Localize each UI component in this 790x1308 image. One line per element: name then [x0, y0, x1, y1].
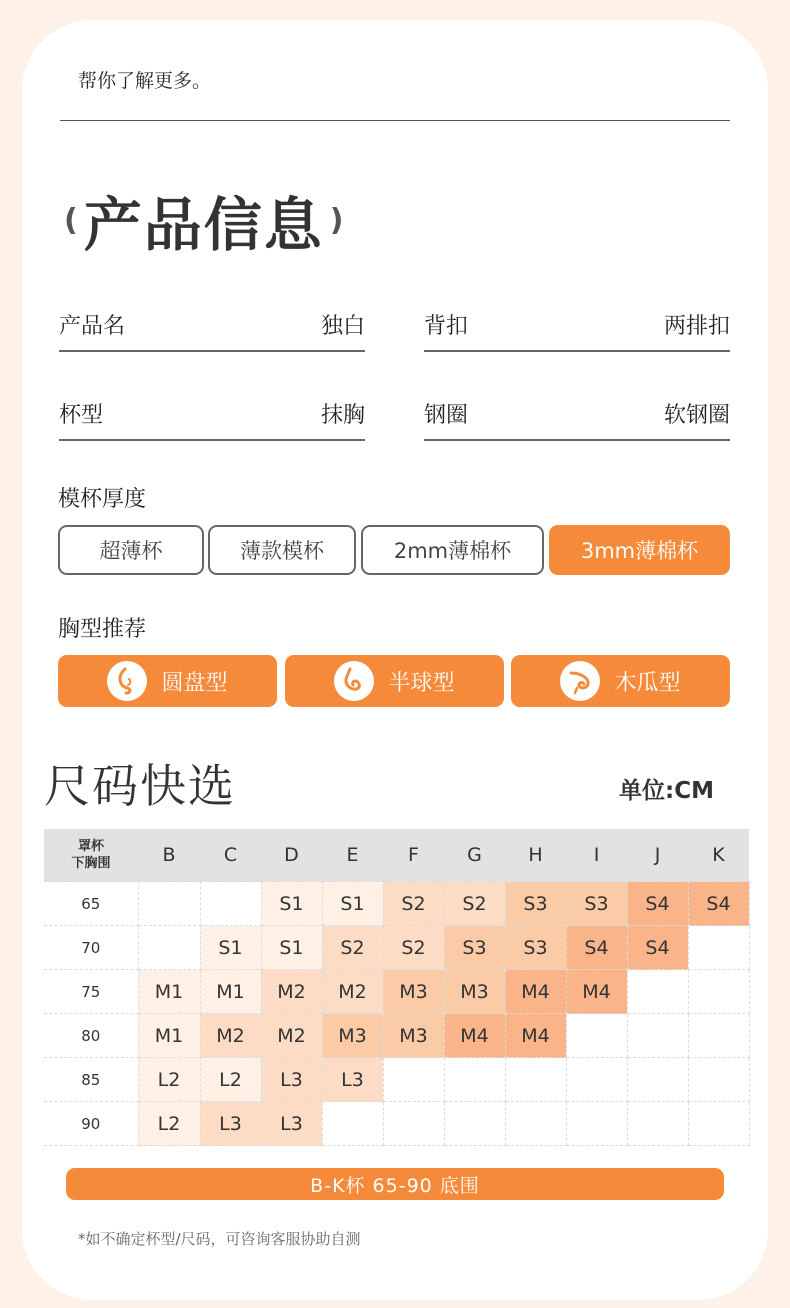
- size-cell: M2: [322, 970, 383, 1014]
- disc-shape-icon: [107, 661, 147, 701]
- size-range-bar: B-K杯 65-90 底围: [66, 1168, 724, 1200]
- size-cell: [688, 1102, 749, 1146]
- table-row: [44, 1014, 749, 1058]
- band-size-cell: 65: [44, 882, 138, 926]
- thickness-option-thin-mold[interactable]: 薄款模杯: [208, 525, 356, 575]
- column-header: J: [627, 829, 688, 882]
- size-cell: M1: [200, 970, 261, 1014]
- divider: [60, 120, 730, 121]
- size-cell: [566, 1058, 627, 1102]
- band-size-cell: 90: [44, 1102, 138, 1146]
- size-cell: L3: [261, 1102, 322, 1146]
- size-cell: S3: [444, 926, 505, 970]
- size-cell: S4: [627, 882, 688, 926]
- size-table: [44, 829, 750, 1146]
- size-cell: S4: [688, 882, 749, 926]
- table-row: [44, 926, 749, 970]
- size-cell: M3: [444, 970, 505, 1014]
- shape-label: 圆盘型: [161, 670, 228, 696]
- size-cell: L2: [138, 1102, 200, 1146]
- size-cell: M3: [383, 970, 444, 1014]
- band-size-cell: 85: [44, 1058, 138, 1102]
- size-cell: S2: [322, 926, 383, 970]
- size-cell: [505, 1058, 566, 1102]
- column-header: K: [688, 829, 749, 882]
- thickness-label: 模杯厚度: [58, 487, 147, 512]
- table-header-row: [44, 829, 749, 882]
- product-info-heading: 产品信息: [83, 191, 324, 259]
- breast-shape-label: 胸型推荐: [58, 617, 147, 642]
- corner-header: [44, 829, 138, 882]
- papaya-shape-icon: [560, 661, 600, 701]
- size-cell: [688, 1058, 749, 1102]
- size-cell: M1: [138, 1014, 200, 1058]
- size-cell: [383, 1102, 444, 1146]
- column-header: H: [505, 829, 566, 882]
- column-header: C: [200, 829, 261, 882]
- size-cell: [444, 1102, 505, 1146]
- field-cup-type: [59, 387, 365, 441]
- size-cell: S4: [566, 926, 627, 970]
- size-cell: S3: [566, 882, 627, 926]
- size-cell: L3: [261, 1058, 322, 1102]
- size-cell: [138, 882, 200, 926]
- size-cell: L2: [138, 1058, 200, 1102]
- field-label: 产品名: [59, 313, 126, 339]
- size-cell: [688, 970, 749, 1014]
- size-cell: [138, 926, 200, 970]
- size-cell: L3: [322, 1058, 383, 1102]
- field-value: 抹胸: [320, 402, 365, 428]
- size-cell: [444, 1058, 505, 1102]
- size-cell: [627, 1014, 688, 1058]
- field-back-closure: [424, 298, 730, 352]
- field-label: 钢圈: [424, 402, 469, 428]
- size-cell: L3: [200, 1102, 261, 1146]
- size-cell: S2: [383, 882, 444, 926]
- product-info-title: [58, 180, 349, 260]
- title-bracket-left: (: [64, 202, 78, 238]
- unit-label: 单位:CM: [619, 778, 714, 804]
- size-cell: [566, 1102, 627, 1146]
- size-cell: [627, 970, 688, 1014]
- size-cell: M3: [322, 1014, 383, 1058]
- band-size-cell: 70: [44, 926, 138, 970]
- size-cell: S1: [261, 882, 322, 926]
- column-header: I: [566, 829, 627, 882]
- column-header: B: [138, 829, 200, 882]
- size-cell: S2: [444, 882, 505, 926]
- size-cell: M4: [505, 1014, 566, 1058]
- size-cell: [627, 1102, 688, 1146]
- shape-option-papaya[interactable]: [511, 655, 730, 707]
- size-cell: [688, 926, 749, 970]
- table-row: [44, 970, 749, 1014]
- size-cell: L2: [200, 1058, 261, 1102]
- size-chart-title: 尺码快选: [44, 759, 236, 813]
- intro-text: 帮你了解更多。: [78, 70, 212, 92]
- size-cell: S4: [627, 926, 688, 970]
- column-header: G: [444, 829, 505, 882]
- field-label: 杯型: [59, 402, 104, 428]
- size-cell: M2: [200, 1014, 261, 1058]
- shape-label: 木瓜型: [614, 670, 681, 696]
- field-label: 背扣: [424, 313, 469, 339]
- size-cell: [566, 1014, 627, 1058]
- thickness-option-2mm[interactable]: 2mm薄棉杯: [361, 525, 544, 575]
- size-cell: S2: [383, 926, 444, 970]
- field-value: 软钢圈: [663, 402, 730, 428]
- size-cell: M4: [505, 970, 566, 1014]
- size-cell: S1: [261, 926, 322, 970]
- thickness-option-ultra-thin[interactable]: 超薄杯: [58, 525, 204, 575]
- size-cell: [688, 1014, 749, 1058]
- shape-option-hemisphere[interactable]: [285, 655, 504, 707]
- size-cell: S1: [200, 926, 261, 970]
- field-product-name: [59, 298, 365, 352]
- size-cell: S1: [322, 882, 383, 926]
- column-header: F: [383, 829, 444, 882]
- size-cell: M3: [383, 1014, 444, 1058]
- hemisphere-shape-icon: [334, 661, 374, 701]
- size-cell: [200, 882, 261, 926]
- shape-option-disc[interactable]: [58, 655, 277, 707]
- table-row: [44, 882, 749, 926]
- thickness-option-3mm-selected[interactable]: 3mm薄棉杯: [549, 525, 730, 575]
- size-cell: [627, 1058, 688, 1102]
- field-underwire: [424, 387, 730, 441]
- header-band-label: 下胸围: [71, 856, 111, 871]
- shape-label: 半球型: [388, 670, 455, 696]
- size-cell: M4: [444, 1014, 505, 1058]
- size-cell: M2: [261, 1014, 322, 1058]
- field-value: 两排扣: [663, 313, 730, 339]
- column-header: E: [322, 829, 383, 882]
- size-cell: M2: [261, 970, 322, 1014]
- title-bracket-right: ): [329, 202, 344, 238]
- size-note: *如不确定杯型/尺码，可咨询客服协助自测: [78, 1230, 361, 1248]
- size-cell: M4: [566, 970, 627, 1014]
- band-size-cell: 80: [44, 1014, 138, 1058]
- table-row: [44, 1058, 749, 1102]
- size-cell: S3: [505, 882, 566, 926]
- band-size-cell: 75: [44, 970, 138, 1014]
- table-row: [44, 1102, 749, 1146]
- size-cell: M1: [138, 970, 200, 1014]
- field-value: 独白: [320, 313, 365, 339]
- column-header: D: [261, 829, 322, 882]
- size-cell: [322, 1102, 383, 1146]
- size-cell: [505, 1102, 566, 1146]
- size-cell: [383, 1058, 444, 1102]
- header-cup-label: 罩杯: [77, 839, 104, 854]
- size-cell: S3: [505, 926, 566, 970]
